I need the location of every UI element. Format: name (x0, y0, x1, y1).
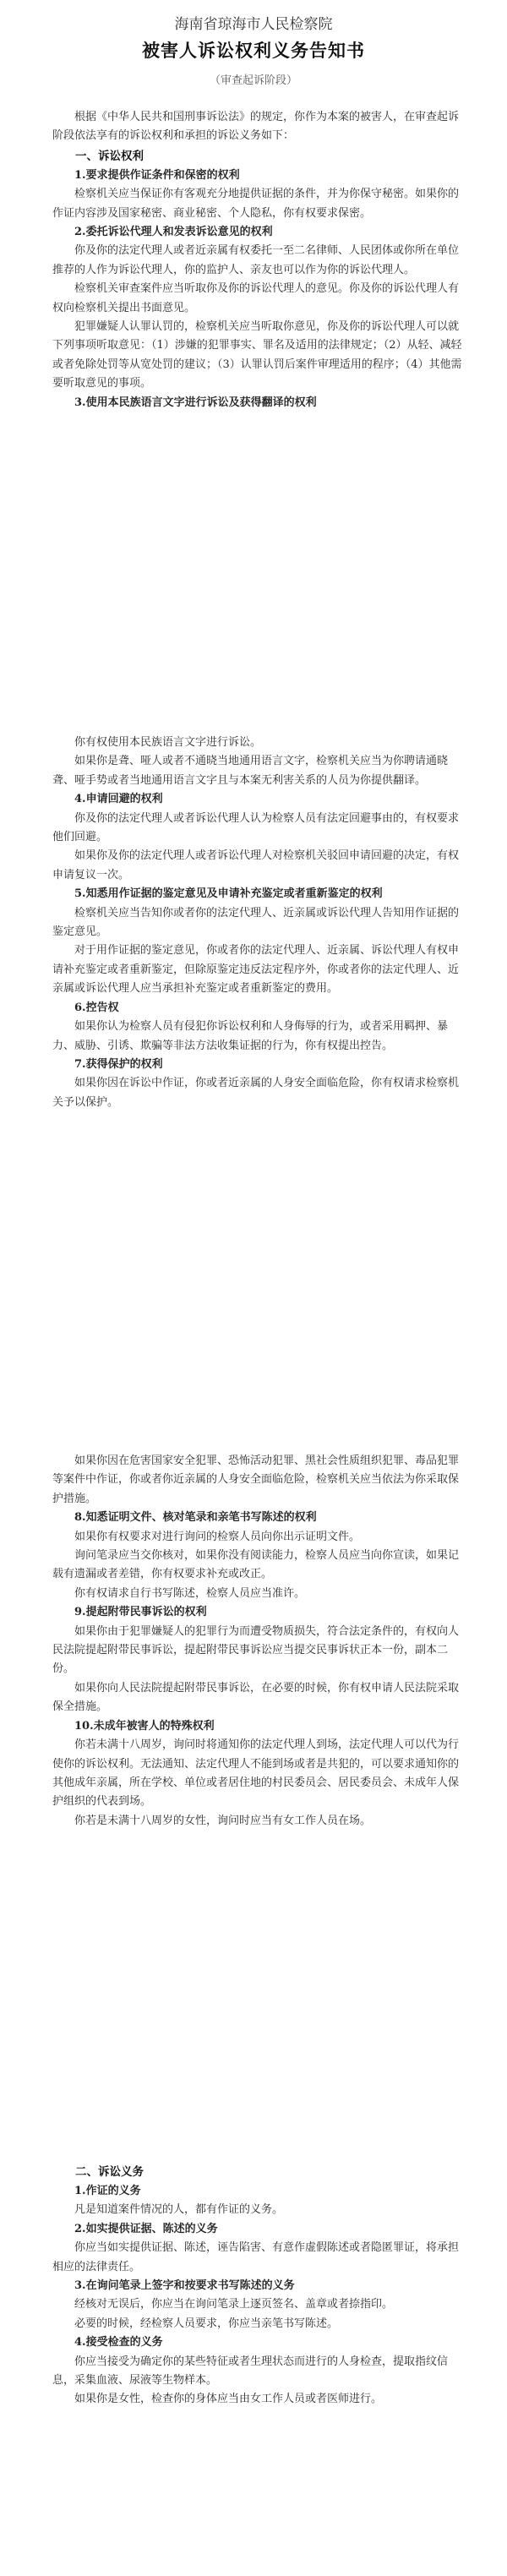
right-3-text-2: 如果你是聋、哑人或者不通晓当地通用语言文字，检察机关应当为你聘请通晓聋、哑手势或者当地通用语言文字且与本案无利害关系的人员为你提供翻译。 (52, 755, 449, 787)
right-4-title: 4.申请回避的权利 (74, 793, 163, 806)
right-2-text-2: 检察机关审查案件应当听取你及你的诉讼代理人的意见。你及你的诉讼代理人有权向检察机关提出书面意见。 (52, 282, 460, 314)
duty-3-text-1: 经核对无误后，你应当在询问笔录上逐页签名、盖章或者捺指印。 (74, 2298, 394, 2311)
right-9-text-2: 如果你向人民法院提起附带民事诉讼，在必要的时候，你有权申请人民法院采取保全措施。 (52, 1681, 460, 1714)
right-3-title: 3.使用本民族语言文字进行诉讼及获得翻译的权利 (74, 396, 317, 409)
duty-3-text-2: 必要的时候，经检察人员要求，你应当亲笔书写陈述。 (74, 2317, 339, 2330)
right-6-title: 6.控告权 (74, 1001, 119, 1014)
duty-4-text-2: 如果你是女性，检查你的身体应当由女工作人员或者医师进行。 (74, 2393, 383, 2406)
duty-3-title: 3.在询问笔录上签字和按要求书写陈述的义务 (74, 2279, 295, 2293)
right-10-text-2: 你若是未满十八周岁的女性，询问时应当有女工作人员在场。 (74, 1814, 372, 1827)
duties-block (52, 2162, 462, 2410)
right-8-text-3: 你有权请求自行书写陈述，检察人员应当准许。 (74, 1586, 306, 1600)
duty-2-text: 你应当如实提供证据、陈述，诬告陷害、有意作虚假陈述或者隐匿罪证，将承担相应的法律责任。 (52, 2241, 460, 2273)
right-10-text-1: 你若未满十八周岁，询问时将通知你的法定代理人到场，法定代理人可以代为行使你的诉讼权利。无法通知、法定代理人不能到场或者是共犯的，可以要求通知你的其他成年亲属，所在学校、单位或者居住地的村民委员会、居民委员会、未成年人保护组织的代表到场。 (52, 1738, 460, 1809)
duty-4-title: 4.接受检查的义务 (74, 2336, 163, 2350)
right-9-text-1: 如果你由于犯罪嫌疑人的犯罪行为而遭受物质损失，符合法定条件的，有权向人民法院提起附带民事诉讼，提起附带民事诉讼应当提交民事诉状正本一份，副本二份。 (52, 1624, 460, 1676)
right-4-text-2: 如果你及你的法定代理人或者诉讼代理人对检察机关驳回申请回避的决定，有权申请复议一次。 (52, 849, 460, 881)
right-5-text-1: 检察机关应当告知你或者你的法定代理人、近亲属或诉讼代理人告知用作证据的鉴定意见。 (52, 906, 460, 939)
right-7-title: 7.获得保护的权利 (74, 1057, 163, 1071)
duty-1-text: 凡是知道案件情况的人，都有作证的义务。 (74, 2203, 284, 2217)
intro-paragraph: 根据《中华人民共和国刑事诉讼法》的规定，你作为本案的被害人，在审查起诉阶段依法享有的诉讼权利和承担的诉讼义务如下： (52, 111, 460, 143)
duty-2-title: 2.如实提供证据、陈述的义务 (74, 2222, 218, 2235)
right-2-title: 2.委托诉讼代理人和发表诉讼意见的权利 (74, 226, 273, 239)
right-4-text-1: 你及你的法定代理人或者诉讼代理人认为检察人员有法定回避事由的，有权要求他们回避。 (52, 811, 460, 844)
page-title: 被害人诉讼权利义务告知书 (142, 40, 365, 61)
rights-block-2 (52, 734, 462, 1112)
duty-1-title: 1.作证的义务 (74, 2185, 141, 2197)
stage-note: （审查起诉阶段） (209, 74, 297, 87)
right-2-text-3: 犯罪嫌疑人认罪认罚的，检察机关应当听取你意见，你及你的诉讼代理人可以就下列事项听取意见：（1）涉嫌的犯罪事实、罪名及适用的法律规定；（2）从轻、减轻或者免除处罚等从宽处罚的建议；（3）认罪认罚后案件审理适用的程序；（4）其他需要听取意见的事项。 (52, 320, 462, 390)
right-5-title: 5.知悉用作证据的鉴定意见及申请补充鉴定或者重新鉴定的权利 (74, 887, 383, 901)
right-2-text-1: 你及你的法定代理人或者近亲属有权委托一至二名律师、人民团体或你所在单位推荐的人作为诉讼代理人，你的监护人、亲友也可以作为你的诉讼代理人。 (52, 244, 460, 276)
issuing-authority: 海南省琼海市人民检察院 (174, 16, 333, 33)
right-1-text: 检察机关应当保证你有客观充分地提供证据的条件，并为你保守秘密。如果你的作证内容涉及国家秘密、商业秘密、个人隐私，你有权要求保密。 (52, 188, 460, 220)
rights-block-1 (52, 108, 462, 412)
right-10-title: 10.未成年被害人的特殊权利 (74, 1719, 215, 1733)
right-8-text-2: 询问笔录应当交你核对，如果你没有阅读能力，检察人员应当向你宣读，如果记载有遗漏或者差错，你有权要求补充或改正。 (52, 1549, 460, 1581)
right-6-text: 如果你认为检察人员有侵犯你诉讼权利和人身侮辱的行为，或者采用羁押、暴力、威胁、引诱、欺骗等非法方法收集证据的行为，你有权提出控告。 (52, 1020, 449, 1052)
right-7-text-1: 如果你因在诉讼中作证，你或者近亲属的人身安全面临危险，你有权请求检察机关予以保护。 (52, 1077, 460, 1109)
right-9-title: 9.提起附带民事诉讼的权利 (74, 1606, 207, 1619)
right-8-text-1: 如果你有权要求对进行询问的检察人员向你出示证明文件。 (74, 1530, 361, 1543)
duties-heading: 二、诉讼义务 (75, 2165, 144, 2179)
right-5-text-2: 对于用作证据的鉴定意见，你或者你的法定代理人、近亲属、诉讼代理人有权申请补充鉴定或者重新鉴定，但除原鉴定违反法定程序外，你或者你的法定代理人、近亲属或诉讼代理人应当承担补充鉴定或者重新鉴定的费用。 (52, 944, 460, 996)
duty-4-text-1: 你应当接受为确定你的某些特征或者生理状态而进行的人身检查，提取指纹信息，采集血液、尿液等生物样本。 (52, 2355, 449, 2388)
right-3-text-1: 你有权使用本民族语言文字进行诉讼。 (74, 736, 262, 749)
rights-block-3 (52, 1452, 462, 1831)
right-8-title: 8.知悉证明文件、核对笔录和亲笔书写陈述的权利 (74, 1511, 317, 1525)
right-1-title: 1.要求提供作证条件和保密的权利 (74, 168, 240, 182)
right-7-text-2: 如果你因在危害国家安全犯罪、恐怖活动犯罪、黑社会性质组织犯罪、毒品犯罪等案件中作证，你或者你近亲属的人身安全面临危险，检察机关应当依法为你采取保护措施。 (52, 1454, 460, 1505)
rights-heading: 一、诉讼权利 (75, 149, 144, 163)
